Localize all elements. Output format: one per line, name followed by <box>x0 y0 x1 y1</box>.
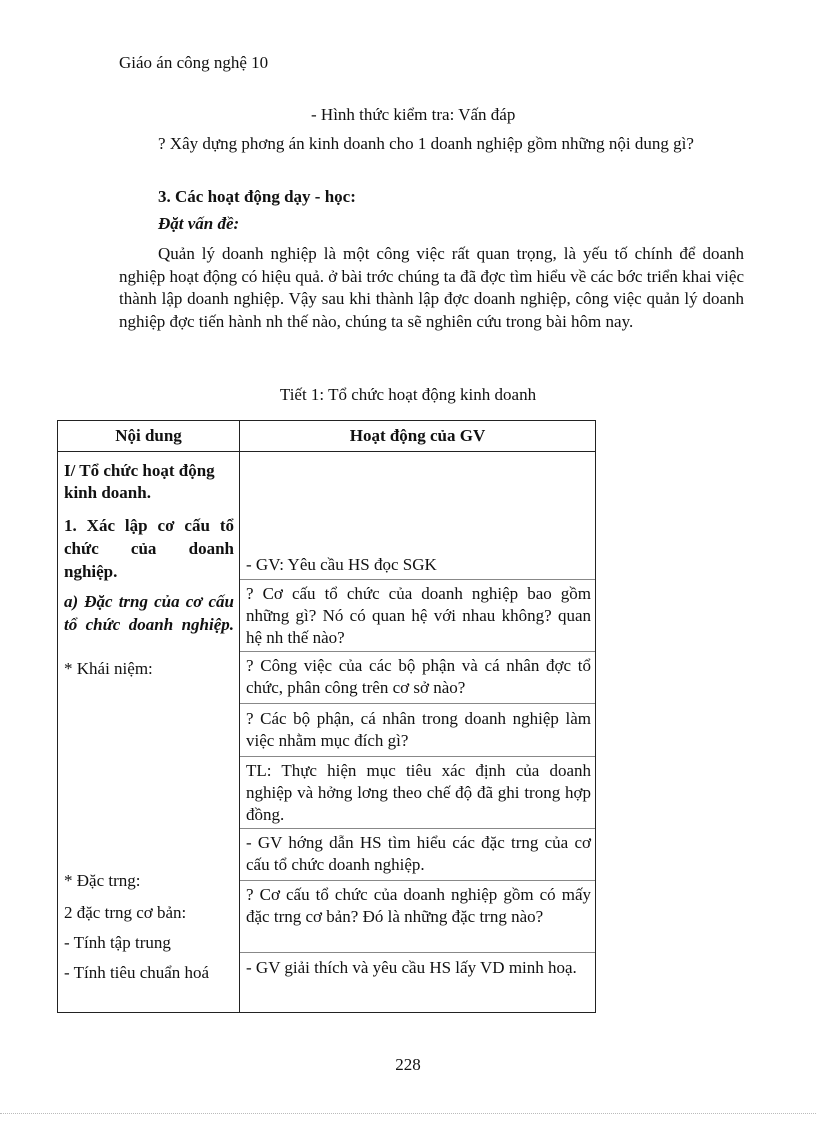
section-heading: 3. Các hoạt động dạy - học: <box>158 187 356 206</box>
activity-item: - GV hớng dẫn HS tìm hiểu các đặc trng của cơ cấu tổ chức doanh nghiệp. <box>246 833 591 874</box>
content-item: I/ Tổ chức hoạt động kinh doanh. <box>64 461 215 502</box>
table-header-row <box>58 421 596 452</box>
row-divider <box>240 880 595 881</box>
row-divider <box>240 579 595 580</box>
header-content: Nội dung <box>58 421 240 452</box>
activity-item: ? Các bộ phận, cá nhân trong doanh nghiệp làm việc nhằm mục đích gì? <box>246 709 591 750</box>
content-item: * Đặc trng: <box>64 871 141 890</box>
header-teacher-activity: Hoạt động của GV <box>240 421 596 452</box>
teacher-activity-column <box>240 452 596 1013</box>
activity-item: TL: Thực hiện mục tiêu xác định của doanh nghiệp và hởng lơng theo chế độ đã ghi trong hợp đồng. <box>246 761 591 824</box>
activity-item: - GV: Yêu cầu HS đọc SGK <box>246 555 437 574</box>
activity-item: - GV giải thích và yêu cầu HS lấy VD minh hoạ. <box>246 958 577 977</box>
page-number: 228 <box>395 1055 421 1074</box>
page-footer-line <box>0 1113 816 1114</box>
row-divider <box>240 828 595 829</box>
activity-item: ? Cơ cấu tổ chức của doanh nghiệp bao gồm những gì? Nó có quan hệ với nhau không? quan hệ nh thế nào? <box>246 584 591 647</box>
content-item: * Khái niệm: <box>64 659 153 678</box>
row-divider <box>240 703 595 704</box>
row-divider <box>240 756 595 757</box>
content-item: - Tính tập trung <box>64 933 171 952</box>
intro-label: Đặt vấn đề: <box>158 214 240 233</box>
table-body-row <box>58 452 596 1013</box>
activity-item: ? Công việc của các bộ phận và cá nhân đợc tổ chức, phân công trên cơ sở nào? <box>246 656 591 697</box>
content-item: - Tính tiêu chuẩn hoá <box>64 963 210 982</box>
review-question: ? Xây dựng phơng án kinh doanh cho 1 doanh nghiệp gồm những nội dung gì? <box>158 134 694 153</box>
row-divider <box>240 651 595 652</box>
activity-item: ? Cơ cấu tổ chức của doanh nghiệp gồm có mấy đặc trng cơ bản? Đó là những đặc trng nào? <box>246 885 591 926</box>
page-header: Giáo án công nghệ 10 <box>119 53 269 72</box>
assessment-form-line: - Hình thức kiểm tra: Vấn đáp <box>311 105 516 124</box>
content-item: 2 đặc trng cơ bản: <box>64 903 187 922</box>
content-item: 1. Xác lập cơ cấu tổ chức của doanh nghiệp. <box>64 516 234 581</box>
row-divider <box>240 952 595 953</box>
lesson-caption: Tiết 1: Tổ chức hoạt động kinh doanh <box>279 385 537 404</box>
content-column <box>58 452 240 1013</box>
lesson-table <box>57 420 596 1013</box>
content-item: a) Đặc trng của cơ cấu tổ chức doanh nghiệp. <box>64 592 234 634</box>
intro-paragraph: Quản lý doanh nghiệp là một công việc rất quan trọng, là yếu tố chính để doanh nghiệp hoạt động có hiệu quả. ở bài trớc chúng ta đã đợc tìm hiểu về các bớc triển khai việc thành lập doanh nghiệp. Vậy sau khi thành lập đợc doanh nghiệp, công việc quản lý doanh nghiệp đợc tiến hành nh thế nào, chúng ta sẽ nghiên cứu trong bài hôm nay. <box>119 244 744 331</box>
